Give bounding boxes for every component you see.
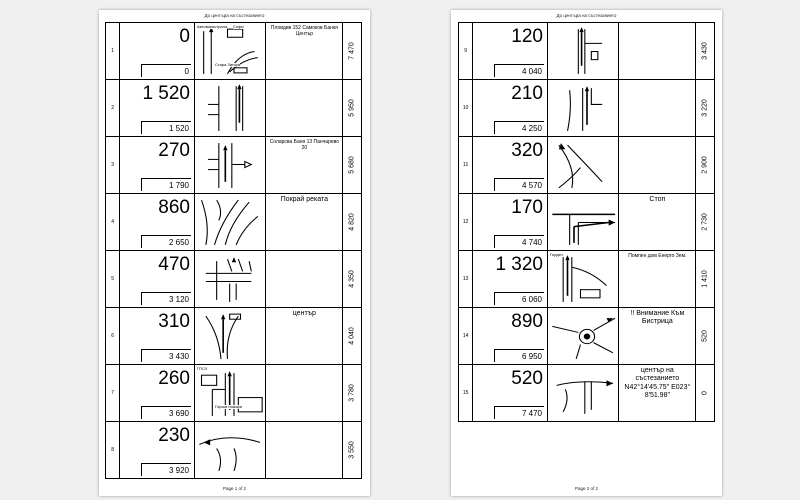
remaining-distance: 1 410 [701,270,709,288]
tulip-diagram [194,80,265,137]
segment-distance: 270 [158,140,190,161]
instruction-note: Помпен дом Енерго Зем. [619,251,696,308]
total-distance: 1 790 [141,178,191,191]
route-diagram-icon [195,422,265,478]
remaining-cell [696,137,715,194]
distance-cell [120,308,195,365]
route-diagram-icon [548,365,618,421]
tulip-diagram [547,251,618,308]
table-row [106,308,362,365]
segment-distance: 470 [158,254,190,275]
remaining-distance: 3 550 [348,441,356,459]
instruction-note [619,23,696,80]
tulip-diagram [547,137,618,194]
tulip-label: Стара Загора [214,62,241,67]
row-number: 2 [106,80,120,137]
segment-distance: 860 [158,197,190,218]
total-distance: 4 740 [494,235,544,248]
table-row [106,365,362,422]
tulip-label: Автомагистрала [196,24,228,29]
instruction-note [266,365,343,422]
remaining-distance: 5 950 [348,99,356,117]
table-row [459,365,715,422]
tulip-diagram [194,23,265,80]
remaining-distance: 2 900 [701,156,709,174]
remaining-cell [343,308,362,365]
route-diagram-icon [548,251,618,307]
distance-cell [473,194,548,251]
total-distance: 3 690 [141,406,191,419]
distance-cell [120,422,195,479]
tulip-diagram [194,365,265,422]
distance-cell [473,365,548,422]
route-diagram-icon [195,308,265,364]
remaining-cell [343,23,362,80]
tulip-diagram [194,194,265,251]
tulip-diagram [547,80,618,137]
remaining-distance: 2 730 [701,213,709,231]
tulip-label: ГПСХ [196,366,208,371]
instruction-note: Стоп [619,194,696,251]
total-distance: 3 430 [141,349,191,362]
table-row [459,194,715,251]
remaining-cell [696,308,715,365]
row-number: 15 [459,365,473,422]
row-number: 4 [106,194,120,251]
row-number: 7 [106,365,120,422]
segment-distance: 320 [511,140,543,161]
tulip-diagram [194,308,265,365]
route-diagram-icon [195,137,265,193]
tulip-diagram [547,365,618,422]
row-number: 6 [106,308,120,365]
row-number: 1 [106,23,120,80]
row-number: 3 [106,137,120,194]
row-number: 12 [459,194,473,251]
remaining-distance: 4 350 [348,270,356,288]
page-footer: Page 2 of 2 [574,486,599,491]
remaining-cell [343,137,362,194]
remaining-distance: 4 040 [348,327,356,345]
segment-distance: 210 [511,83,543,104]
distance-cell [120,365,195,422]
distance-cell [473,137,548,194]
instruction-note: !! Внимание Към Бистрица [619,308,696,365]
total-distance: 6 060 [494,292,544,305]
route-diagram-icon [195,80,265,136]
remaining-cell [696,365,715,422]
remaining-cell [696,80,715,137]
instruction-note [619,137,696,194]
route-diagram-icon [195,23,265,79]
route-diagram-icon [548,308,618,364]
instruction-note: Покрай реката [266,194,343,251]
instruction-note: Соларсва Баня 13 Панчарево 20 [266,137,343,194]
tulip-diagram [194,251,265,308]
table-row [106,23,362,80]
tulip-label: Софи [232,24,244,29]
remaining-distance: 0 [701,391,709,395]
table-row [106,137,362,194]
table-row [459,251,715,308]
remaining-cell [343,365,362,422]
route-diagram-icon [195,251,265,307]
table-row [459,137,715,194]
route-diagram-icon [195,194,265,250]
tulip-diagram [194,422,265,479]
table-row [106,422,362,479]
tulip-label: Горски пожари [214,404,243,409]
remaining-cell [696,23,715,80]
segment-distance: 310 [158,311,190,332]
remaining-cell [343,194,362,251]
remaining-distance: 3 430 [701,42,709,60]
table-row [459,80,715,137]
tulip-diagram [194,137,265,194]
remaining-cell [343,251,362,308]
total-distance: 2 650 [141,235,191,248]
segment-distance: 520 [511,368,543,389]
total-distance: 3 920 [141,463,191,476]
row-number: 8 [106,422,120,479]
segment-distance: 120 [511,26,543,47]
tulip-diagram [547,194,618,251]
route-diagram-icon [548,137,618,193]
segment-distance: 260 [158,368,190,389]
route-diagram-icon [548,80,618,136]
roadbook-table [105,22,362,479]
total-distance: 0 [141,64,191,77]
segment-distance: 890 [511,311,543,332]
instruction-note [266,251,343,308]
tulip-label: Гордеч [549,252,563,257]
table-row [459,308,715,365]
distance-cell [473,23,548,80]
total-distance: 4 250 [494,121,544,134]
instruction-note: център [266,308,343,365]
remaining-distance: 7 470 [348,42,356,60]
row-number: 11 [459,137,473,194]
table-row [459,23,715,80]
row-number: 14 [459,308,473,365]
instruction-note [266,422,343,479]
instruction-note: Пловдив 152 Самоков Банкя Център [266,23,343,80]
distance-cell [120,23,195,80]
instruction-note [266,80,343,137]
instruction-note [619,80,696,137]
instruction-note: център на състезанието N42°14'45.75" E023° 8'51.98" [619,365,696,422]
remaining-distance: 520 [701,330,709,342]
table-row [106,251,362,308]
table-row [106,80,362,137]
page-1 [99,10,370,496]
distance-cell [120,194,195,251]
row-number: 13 [459,251,473,308]
remaining-cell [696,251,715,308]
table-row [106,194,362,251]
distance-cell [120,137,195,194]
page-header: До центъра на състезанието [204,13,265,18]
remaining-cell [343,422,362,479]
distance-cell [473,80,548,137]
total-distance: 3 120 [141,292,191,305]
total-distance: 4 040 [494,64,544,77]
route-diagram-icon [195,365,265,421]
segment-distance: 1 320 [495,254,543,275]
page-2 [451,10,722,496]
remaining-distance: 3 220 [701,99,709,117]
distance-cell [120,80,195,137]
row-number: 5 [106,251,120,308]
total-distance: 6 950 [494,349,544,362]
distance-cell [473,308,548,365]
row-number: 9 [459,23,473,80]
remaining-distance: 5 680 [348,156,356,174]
page-header: До центъра на състезанието [556,13,617,18]
roadbook-table [458,22,715,422]
distance-cell [120,251,195,308]
segment-distance: 1 520 [142,83,190,104]
remaining-cell [696,194,715,251]
segment-distance: 0 [179,26,190,47]
remaining-distance: 4 820 [348,213,356,231]
total-distance: 1 520 [141,121,191,134]
route-diagram-icon [548,194,618,250]
route-diagram-icon [548,23,618,79]
tulip-diagram [547,308,618,365]
row-number: 10 [459,80,473,137]
remaining-distance: 3 780 [348,384,356,402]
total-distance: 7 470 [494,406,544,419]
remaining-cell [343,80,362,137]
segment-distance: 170 [511,197,543,218]
total-distance: 4 570 [494,178,544,191]
segment-distance: 230 [158,425,190,446]
page-footer: Page 1 of 2 [222,486,247,491]
distance-cell [473,251,548,308]
tulip-diagram [547,23,618,80]
